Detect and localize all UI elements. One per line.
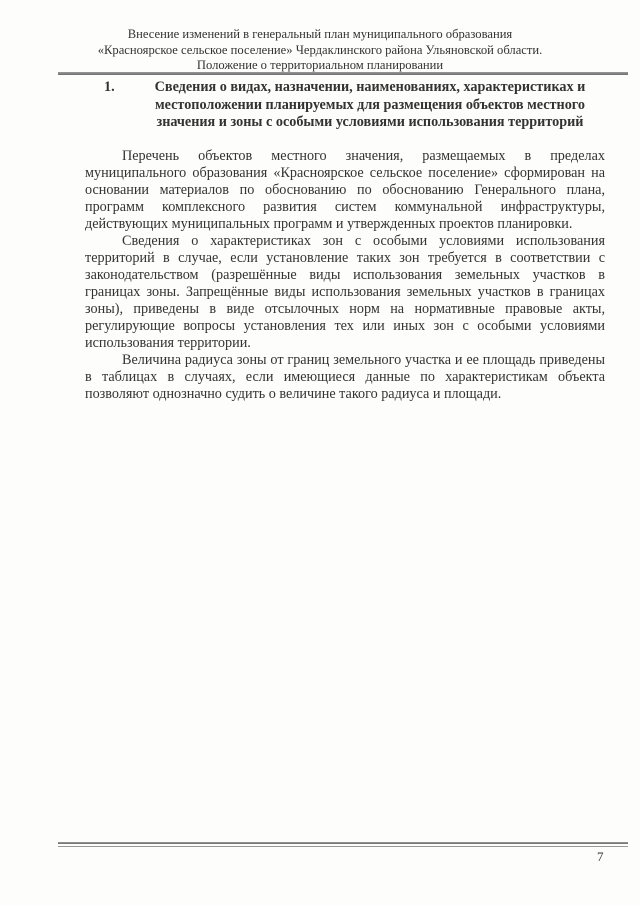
text-line: в таблицах в случаях, если имеющиеся данные по характеристикам объекта [85, 369, 605, 385]
text-line: Перечень объектов местного значения, размещаемых в пределах [122, 148, 605, 164]
paragraph [85, 233, 605, 352]
section-number: 1. [104, 79, 115, 95]
text-line: позволяют однозначно судить о величине такого радиуса и площади. [85, 386, 502, 402]
heading-line: значения и зоны с особыми условиями использования территорий [156, 114, 584, 130]
heading-line: Сведения о видах, назначении, наименованиях, характеристиках и [154, 79, 586, 95]
header-line: Положение о территориальном планировании [196, 58, 444, 72]
paragraph [85, 352, 605, 403]
text-line: действующих муниципальных программ и утвержденных проектов планировки. [85, 216, 573, 232]
text-line: Сведения о характеристиках зон с особыми условиями использования [122, 233, 605, 249]
text-line: основании материалов по обоснованию по обоснованию Генерального плана, [85, 182, 605, 198]
text-line: регулирующие вопросы установления тех или иных зон с особыми условиями [85, 318, 605, 334]
text-line: границах зоны. Запрещённые виды использования земельных участков в границах [85, 284, 605, 300]
body-text [85, 148, 605, 403]
paragraph [85, 148, 605, 233]
text-line: Величина радиуса зоны от границ земельного участка и ее площадь приведены [122, 352, 605, 368]
page-number: 7 [597, 849, 604, 864]
heading-line: местоположении планируемых для размещения объектов местного [155, 96, 585, 113]
running-header [0, 27, 640, 74]
footer-divider-thin [58, 846, 628, 847]
text-line: программ комплексного развития систем коммунальной инфраструктуры, [85, 199, 605, 215]
text-line: использования территории. [85, 335, 251, 351]
text-line: территорий в случае, если установление таких зон требуется в соответствии с [85, 250, 605, 266]
header-line: Внесение изменений в генеральный план муниципального образования [127, 27, 513, 41]
header-line: «Красноярское сельское поселение» Чердаклинского района Ульяновской области. [97, 42, 543, 57]
text-line: муниципального образования «Красноярское сельское поселение» сформирован на [85, 165, 605, 181]
text-line: законодательством (разрешённые виды использования земельных участков в [85, 267, 605, 283]
footer-divider [58, 842, 628, 844]
text-line: зоны), приведены в виде отсылочных норм на нормативные правовые акты, [85, 301, 605, 317]
header-divider [58, 72, 628, 75]
